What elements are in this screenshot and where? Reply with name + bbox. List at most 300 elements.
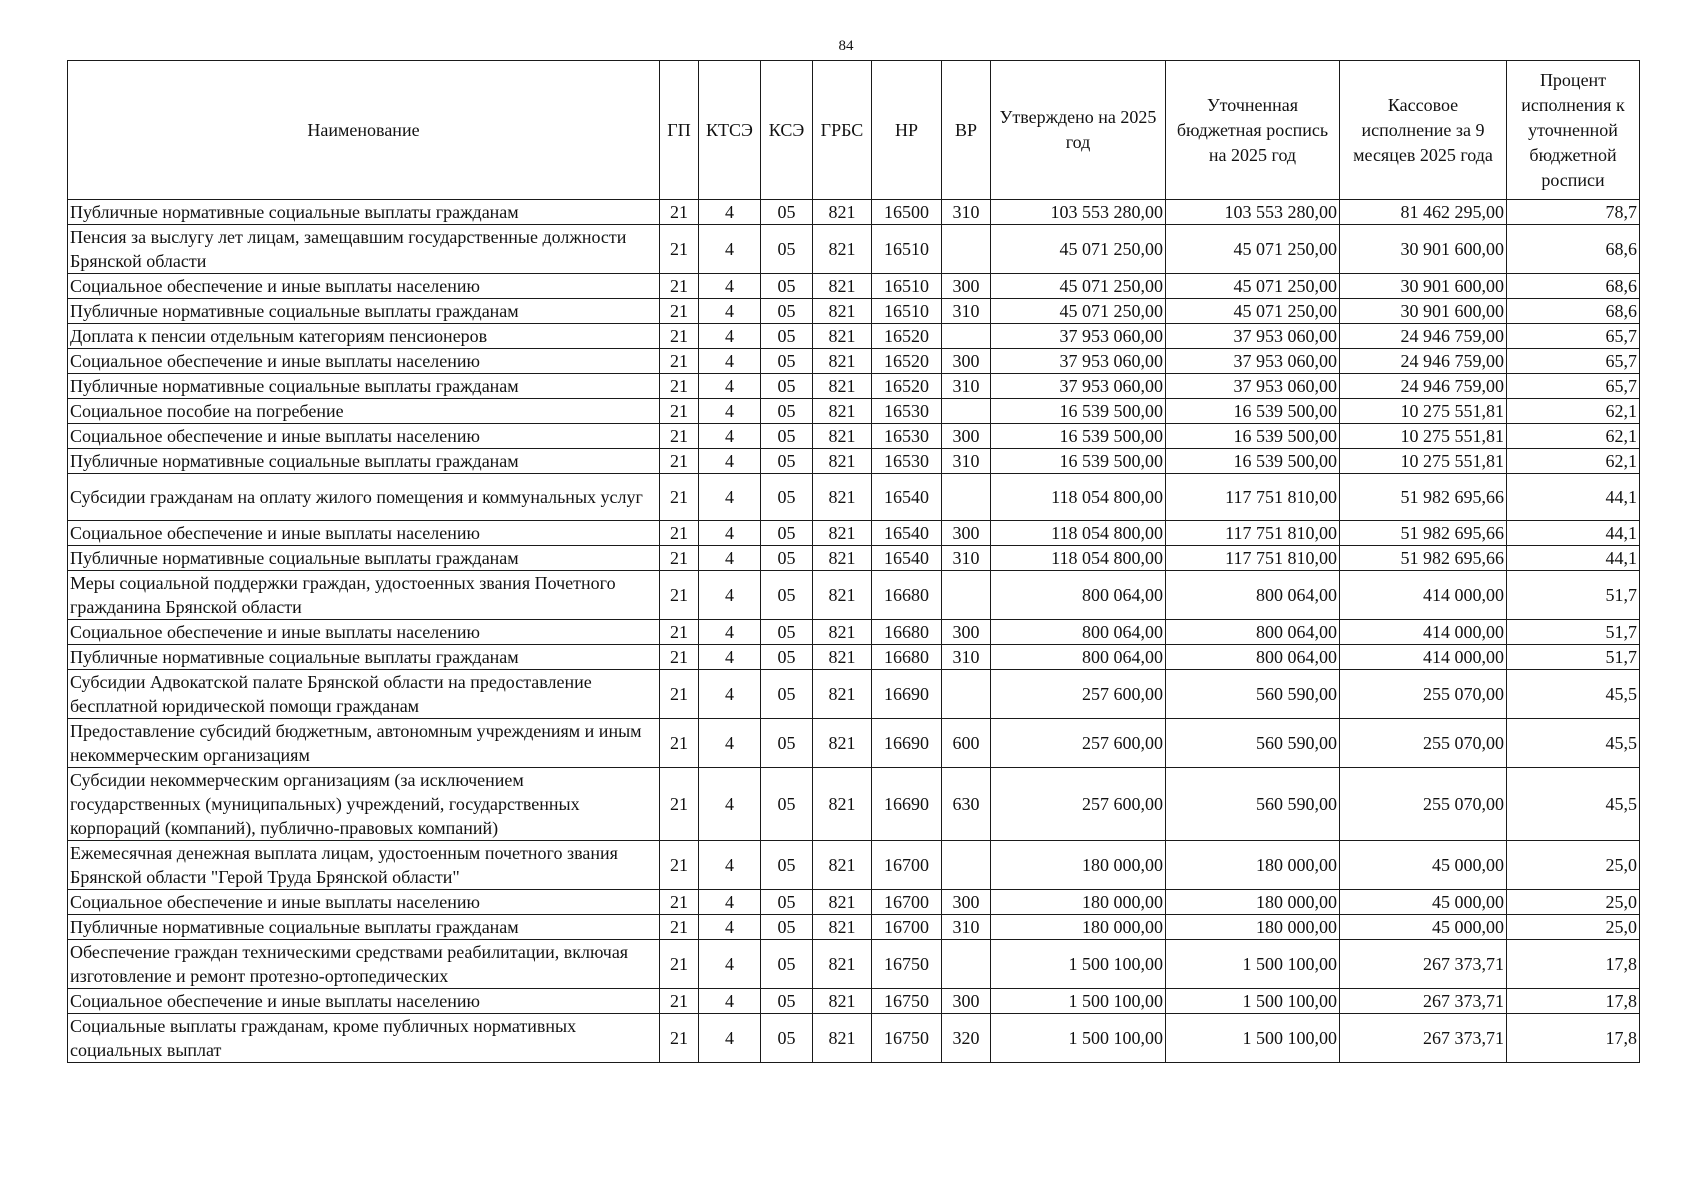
column-header: ВР	[942, 61, 991, 200]
cell-ktse: 4	[699, 349, 761, 374]
cell-name: Субсидии Адвокатской палате Брянской области на предоставление бесплатной юридической помощи гражданам	[68, 670, 660, 719]
table-row	[68, 940, 1640, 989]
cell-gp: 21	[660, 299, 699, 324]
cell-name: Ежемесячная денежная выплата лицам, удостоенным почетного звания Брянской области "Герой Труда Брянской области"	[68, 841, 660, 890]
cell-execution-percent: 65,7	[1507, 349, 1640, 374]
cell-refined-budget-2025: 45 071 250,00	[1166, 299, 1340, 324]
table-row	[68, 841, 1640, 890]
budget-execution-table	[67, 60, 1640, 1063]
cell-grbs: 821	[813, 571, 872, 620]
cell-ktse: 4	[699, 546, 761, 571]
cell-kse: 05	[761, 424, 813, 449]
table-row	[68, 399, 1640, 424]
cell-kse: 05	[761, 546, 813, 571]
cell-executed-9-months: 255 070,00	[1340, 670, 1507, 719]
table-row	[68, 571, 1640, 620]
cell-ktse: 4	[699, 940, 761, 989]
cell-kse: 05	[761, 349, 813, 374]
cell-vr: 300	[942, 521, 991, 546]
cell-grbs: 821	[813, 940, 872, 989]
cell-approved-2025: 800 064,00	[991, 620, 1166, 645]
cell-vr: 310	[942, 374, 991, 399]
cell-refined-budget-2025: 180 000,00	[1166, 915, 1340, 940]
cell-execution-percent: 68,6	[1507, 225, 1640, 274]
cell-executed-9-months: 30 901 600,00	[1340, 225, 1507, 274]
cell-kse: 05	[761, 620, 813, 645]
cell-approved-2025: 180 000,00	[991, 915, 1166, 940]
cell-nr: 16530	[872, 449, 942, 474]
cell-refined-budget-2025: 1 500 100,00	[1166, 940, 1340, 989]
cell-nr: 16680	[872, 620, 942, 645]
cell-approved-2025: 16 539 500,00	[991, 449, 1166, 474]
cell-nr: 16750	[872, 940, 942, 989]
cell-vr: 300	[942, 424, 991, 449]
cell-refined-budget-2025: 1 500 100,00	[1166, 1014, 1340, 1063]
cell-name: Социальное обеспечение и иные выплаты населению	[68, 349, 660, 374]
cell-nr: 16540	[872, 521, 942, 546]
cell-executed-9-months: 24 946 759,00	[1340, 349, 1507, 374]
cell-grbs: 821	[813, 349, 872, 374]
cell-executed-9-months: 255 070,00	[1340, 768, 1507, 841]
column-header: КТСЭ	[699, 61, 761, 200]
cell-grbs: 821	[813, 299, 872, 324]
cell-kse: 05	[761, 670, 813, 719]
cell-gp: 21	[660, 1014, 699, 1063]
cell-vr: 300	[942, 989, 991, 1014]
cell-refined-budget-2025: 560 590,00	[1166, 670, 1340, 719]
cell-executed-9-months: 414 000,00	[1340, 571, 1507, 620]
cell-kse: 05	[761, 274, 813, 299]
table-row	[68, 374, 1640, 399]
cell-nr: 16530	[872, 399, 942, 424]
cell-kse: 05	[761, 841, 813, 890]
cell-vr: 310	[942, 449, 991, 474]
cell-kse: 05	[761, 521, 813, 546]
cell-refined-budget-2025: 16 539 500,00	[1166, 399, 1340, 424]
cell-executed-9-months: 45 000,00	[1340, 915, 1507, 940]
cell-gp: 21	[660, 474, 699, 521]
cell-kse: 05	[761, 940, 813, 989]
cell-executed-9-months: 45 000,00	[1340, 890, 1507, 915]
cell-nr: 16520	[872, 374, 942, 399]
cell-name: Публичные нормативные социальные выплаты гражданам	[68, 299, 660, 324]
cell-execution-percent: 44,1	[1507, 546, 1640, 571]
cell-grbs: 821	[813, 645, 872, 670]
cell-name: Доплата к пенсии отдельным категориям пенсионеров	[68, 324, 660, 349]
cell-name: Субсидии некоммерческим организациям (за исключением государственных (муниципальных) учреждений, государственных корпораций (компаний), публично-правовых компаний)	[68, 768, 660, 841]
cell-vr	[942, 571, 991, 620]
cell-gp: 21	[660, 546, 699, 571]
table-row	[68, 225, 1640, 274]
cell-kse: 05	[761, 989, 813, 1014]
cell-approved-2025: 37 953 060,00	[991, 324, 1166, 349]
cell-executed-9-months: 81 462 295,00	[1340, 200, 1507, 225]
table-row	[68, 274, 1640, 299]
cell-execution-percent: 45,5	[1507, 670, 1640, 719]
cell-approved-2025: 180 000,00	[991, 841, 1166, 890]
table-row	[68, 768, 1640, 841]
column-header: Кассовое исполнение за 9 месяцев 2025 года	[1340, 61, 1507, 200]
table-row	[68, 620, 1640, 645]
cell-approved-2025: 1 500 100,00	[991, 940, 1166, 989]
cell-gp: 21	[660, 349, 699, 374]
cell-grbs: 821	[813, 768, 872, 841]
cell-refined-budget-2025: 117 751 810,00	[1166, 546, 1340, 571]
column-header: Утверждено на 2025 год	[991, 61, 1166, 200]
cell-execution-percent: 25,0	[1507, 890, 1640, 915]
cell-refined-budget-2025: 16 539 500,00	[1166, 449, 1340, 474]
table-body	[68, 200, 1640, 1063]
cell-ktse: 4	[699, 890, 761, 915]
cell-ktse: 4	[699, 225, 761, 274]
cell-execution-percent: 25,0	[1507, 841, 1640, 890]
cell-ktse: 4	[699, 989, 761, 1014]
cell-gp: 21	[660, 915, 699, 940]
cell-nr: 16510	[872, 299, 942, 324]
cell-execution-percent: 45,5	[1507, 768, 1640, 841]
cell-ktse: 4	[699, 324, 761, 349]
cell-executed-9-months: 51 982 695,66	[1340, 521, 1507, 546]
cell-execution-percent: 51,7	[1507, 571, 1640, 620]
cell-gp: 21	[660, 620, 699, 645]
cell-gp: 21	[660, 374, 699, 399]
cell-grbs: 821	[813, 841, 872, 890]
cell-approved-2025: 1 500 100,00	[991, 1014, 1166, 1063]
table-row	[68, 449, 1640, 474]
cell-name: Пенсия за выслугу лет лицам, замещавшим государственные должности Брянской области	[68, 225, 660, 274]
cell-grbs: 821	[813, 274, 872, 299]
cell-grbs: 821	[813, 449, 872, 474]
cell-refined-budget-2025: 180 000,00	[1166, 841, 1340, 890]
cell-refined-budget-2025: 800 064,00	[1166, 571, 1340, 620]
cell-refined-budget-2025: 45 071 250,00	[1166, 225, 1340, 274]
cell-vr: 600	[942, 719, 991, 768]
cell-ktse: 4	[699, 424, 761, 449]
cell-grbs: 821	[813, 374, 872, 399]
cell-approved-2025: 180 000,00	[991, 890, 1166, 915]
cell-name: Социальные выплаты гражданам, кроме публичных нормативных социальных выплат	[68, 1014, 660, 1063]
cell-execution-percent: 68,6	[1507, 274, 1640, 299]
cell-ktse: 4	[699, 299, 761, 324]
cell-kse: 05	[761, 915, 813, 940]
cell-kse: 05	[761, 571, 813, 620]
cell-vr	[942, 324, 991, 349]
cell-nr: 16680	[872, 571, 942, 620]
cell-nr: 16700	[872, 841, 942, 890]
cell-execution-percent: 44,1	[1507, 474, 1640, 521]
cell-refined-budget-2025: 1 500 100,00	[1166, 989, 1340, 1014]
cell-name: Публичные нормативные социальные выплаты гражданам	[68, 915, 660, 940]
cell-executed-9-months: 51 982 695,66	[1340, 474, 1507, 521]
cell-gp: 21	[660, 521, 699, 546]
cell-execution-percent: 17,8	[1507, 1014, 1640, 1063]
cell-nr: 16530	[872, 424, 942, 449]
cell-nr: 16690	[872, 670, 942, 719]
cell-gp: 21	[660, 424, 699, 449]
cell-grbs: 821	[813, 1014, 872, 1063]
cell-executed-9-months: 10 275 551,81	[1340, 449, 1507, 474]
cell-execution-percent: 68,6	[1507, 299, 1640, 324]
cell-gp: 21	[660, 274, 699, 299]
cell-name: Публичные нормативные социальные выплаты гражданам	[68, 546, 660, 571]
cell-kse: 05	[761, 449, 813, 474]
cell-execution-percent: 45,5	[1507, 719, 1640, 768]
cell-vr: 310	[942, 915, 991, 940]
column-header: Процент исполнения к уточненной бюджетной росписи	[1507, 61, 1640, 200]
cell-nr: 16520	[872, 324, 942, 349]
cell-execution-percent: 78,7	[1507, 200, 1640, 225]
cell-execution-percent: 51,7	[1507, 645, 1640, 670]
cell-kse: 05	[761, 719, 813, 768]
table-row	[68, 299, 1640, 324]
cell-kse: 05	[761, 399, 813, 424]
cell-vr	[942, 940, 991, 989]
cell-name: Обеспечение граждан техническими средствами реабилитации, включая изготовление и ремонт протезно-ортопедических	[68, 940, 660, 989]
cell-nr: 16690	[872, 768, 942, 841]
cell-execution-percent: 65,7	[1507, 324, 1640, 349]
cell-ktse: 4	[699, 474, 761, 521]
cell-approved-2025: 16 539 500,00	[991, 424, 1166, 449]
cell-refined-budget-2025: 800 064,00	[1166, 645, 1340, 670]
table-row	[68, 474, 1640, 521]
cell-execution-percent: 51,7	[1507, 620, 1640, 645]
cell-name: Социальное обеспечение и иные выплаты населению	[68, 521, 660, 546]
table-row	[68, 719, 1640, 768]
cell-grbs: 821	[813, 424, 872, 449]
cell-gp: 21	[660, 670, 699, 719]
cell-execution-percent: 25,0	[1507, 915, 1640, 940]
cell-executed-9-months: 267 373,71	[1340, 940, 1507, 989]
cell-refined-budget-2025: 117 751 810,00	[1166, 521, 1340, 546]
cell-executed-9-months: 267 373,71	[1340, 989, 1507, 1014]
cell-ktse: 4	[699, 841, 761, 890]
cell-refined-budget-2025: 800 064,00	[1166, 620, 1340, 645]
cell-refined-budget-2025: 37 953 060,00	[1166, 349, 1340, 374]
cell-gp: 21	[660, 571, 699, 620]
cell-grbs: 821	[813, 719, 872, 768]
cell-name: Публичные нормативные социальные выплаты гражданам	[68, 645, 660, 670]
cell-nr: 16700	[872, 890, 942, 915]
cell-vr: 310	[942, 645, 991, 670]
cell-vr	[942, 670, 991, 719]
cell-ktse: 4	[699, 719, 761, 768]
cell-grbs: 821	[813, 225, 872, 274]
cell-execution-percent: 62,1	[1507, 399, 1640, 424]
cell-ktse: 4	[699, 915, 761, 940]
cell-refined-budget-2025: 37 953 060,00	[1166, 374, 1340, 399]
cell-nr: 16500	[872, 200, 942, 225]
cell-execution-percent: 44,1	[1507, 521, 1640, 546]
cell-gp: 21	[660, 645, 699, 670]
cell-executed-9-months: 255 070,00	[1340, 719, 1507, 768]
cell-nr: 16700	[872, 915, 942, 940]
cell-kse: 05	[761, 299, 813, 324]
cell-executed-9-months: 45 000,00	[1340, 841, 1507, 890]
cell-kse: 05	[761, 225, 813, 274]
cell-vr: 300	[942, 890, 991, 915]
cell-vr	[942, 474, 991, 521]
cell-approved-2025: 45 071 250,00	[991, 299, 1166, 324]
cell-ktse: 4	[699, 374, 761, 399]
cell-kse: 05	[761, 1014, 813, 1063]
cell-executed-9-months: 51 982 695,66	[1340, 546, 1507, 571]
cell-name: Субсидии гражданам на оплату жилого помещения и коммунальных услуг	[68, 474, 660, 521]
column-header: Наименование	[68, 61, 660, 200]
cell-approved-2025: 45 071 250,00	[991, 274, 1166, 299]
cell-approved-2025: 1 500 100,00	[991, 989, 1166, 1014]
cell-name: Социальное обеспечение и иные выплаты населению	[68, 620, 660, 645]
cell-gp: 21	[660, 399, 699, 424]
cell-execution-percent: 17,8	[1507, 989, 1640, 1014]
column-header: ГП	[660, 61, 699, 200]
cell-executed-9-months: 267 373,71	[1340, 1014, 1507, 1063]
cell-nr: 16690	[872, 719, 942, 768]
table-row	[68, 324, 1640, 349]
cell-vr: 310	[942, 299, 991, 324]
cell-name: Социальное пособие на погребение	[68, 399, 660, 424]
cell-nr: 16750	[872, 989, 942, 1014]
cell-ktse: 4	[699, 449, 761, 474]
table-row	[68, 200, 1640, 225]
cell-kse: 05	[761, 890, 813, 915]
cell-approved-2025: 800 064,00	[991, 645, 1166, 670]
cell-executed-9-months: 30 901 600,00	[1340, 274, 1507, 299]
cell-name: Публичные нормативные социальные выплаты гражданам	[68, 374, 660, 399]
cell-nr: 16510	[872, 274, 942, 299]
table-row	[68, 349, 1640, 374]
cell-gp: 21	[660, 890, 699, 915]
cell-vr: 300	[942, 620, 991, 645]
cell-nr: 16540	[872, 474, 942, 521]
cell-approved-2025: 257 600,00	[991, 670, 1166, 719]
cell-gp: 21	[660, 324, 699, 349]
table-row	[68, 546, 1640, 571]
cell-execution-percent: 62,1	[1507, 449, 1640, 474]
cell-executed-9-months: 10 275 551,81	[1340, 424, 1507, 449]
cell-executed-9-months: 10 275 551,81	[1340, 399, 1507, 424]
cell-nr: 16510	[872, 225, 942, 274]
cell-ktse: 4	[699, 399, 761, 424]
cell-approved-2025: 37 953 060,00	[991, 349, 1166, 374]
cell-refined-budget-2025: 103 553 280,00	[1166, 200, 1340, 225]
page-number: 84	[838, 38, 854, 54]
cell-grbs: 821	[813, 324, 872, 349]
cell-name: Публичные нормативные социальные выплаты гражданам	[68, 200, 660, 225]
cell-gp: 21	[660, 719, 699, 768]
table-row	[68, 1014, 1640, 1063]
cell-nr: 16520	[872, 349, 942, 374]
cell-refined-budget-2025: 560 590,00	[1166, 768, 1340, 841]
cell-approved-2025: 118 054 800,00	[991, 474, 1166, 521]
cell-gp: 21	[660, 768, 699, 841]
cell-grbs: 821	[813, 200, 872, 225]
cell-ktse: 4	[699, 200, 761, 225]
cell-vr: 310	[942, 546, 991, 571]
cell-refined-budget-2025: 117 751 810,00	[1166, 474, 1340, 521]
cell-kse: 05	[761, 374, 813, 399]
cell-ktse: 4	[699, 1014, 761, 1063]
cell-kse: 05	[761, 200, 813, 225]
cell-grbs: 821	[813, 620, 872, 645]
cell-executed-9-months: 24 946 759,00	[1340, 324, 1507, 349]
cell-refined-budget-2025: 45 071 250,00	[1166, 274, 1340, 299]
cell-approved-2025: 800 064,00	[991, 571, 1166, 620]
cell-name: Социальное обеспечение и иные выплаты населению	[68, 274, 660, 299]
cell-grbs: 821	[813, 890, 872, 915]
cell-grbs: 821	[813, 399, 872, 424]
column-header: Уточненная бюджетная роспись на 2025 год	[1166, 61, 1340, 200]
cell-vr	[942, 225, 991, 274]
cell-gp: 21	[660, 449, 699, 474]
cell-execution-percent: 65,7	[1507, 374, 1640, 399]
column-header: ГРБС	[813, 61, 872, 200]
column-header: КСЭ	[761, 61, 813, 200]
cell-grbs: 821	[813, 521, 872, 546]
cell-executed-9-months: 414 000,00	[1340, 620, 1507, 645]
cell-approved-2025: 16 539 500,00	[991, 399, 1166, 424]
cell-vr: 630	[942, 768, 991, 841]
cell-name: Социальное обеспечение и иные выплаты населению	[68, 424, 660, 449]
cell-gp: 21	[660, 200, 699, 225]
table-header-row	[68, 61, 1640, 200]
cell-refined-budget-2025: 37 953 060,00	[1166, 324, 1340, 349]
table-row	[68, 521, 1640, 546]
cell-kse: 05	[761, 474, 813, 521]
cell-grbs: 821	[813, 670, 872, 719]
cell-vr: 300	[942, 349, 991, 374]
cell-approved-2025: 118 054 800,00	[991, 546, 1166, 571]
cell-name: Социальное обеспечение и иные выплаты населению	[68, 890, 660, 915]
cell-vr	[942, 399, 991, 424]
cell-name: Меры социальной поддержки граждан, удостоенных звания Почетного гражданина Брянской области	[68, 571, 660, 620]
cell-vr	[942, 841, 991, 890]
table-row	[68, 890, 1640, 915]
cell-ktse: 4	[699, 645, 761, 670]
cell-ktse: 4	[699, 670, 761, 719]
cell-nr: 16750	[872, 1014, 942, 1063]
cell-vr: 320	[942, 1014, 991, 1063]
cell-refined-budget-2025: 16 539 500,00	[1166, 424, 1340, 449]
cell-gp: 21	[660, 989, 699, 1014]
cell-grbs: 821	[813, 546, 872, 571]
cell-ktse: 4	[699, 274, 761, 299]
cell-grbs: 821	[813, 915, 872, 940]
cell-name: Публичные нормативные социальные выплаты гражданам	[68, 449, 660, 474]
cell-ktse: 4	[699, 521, 761, 546]
cell-approved-2025: 45 071 250,00	[991, 225, 1166, 274]
cell-execution-percent: 17,8	[1507, 940, 1640, 989]
cell-ktse: 4	[699, 768, 761, 841]
cell-approved-2025: 118 054 800,00	[991, 521, 1166, 546]
cell-executed-9-months: 24 946 759,00	[1340, 374, 1507, 399]
cell-kse: 05	[761, 324, 813, 349]
cell-kse: 05	[761, 645, 813, 670]
cell-approved-2025: 257 600,00	[991, 768, 1166, 841]
cell-refined-budget-2025: 180 000,00	[1166, 890, 1340, 915]
cell-gp: 21	[660, 225, 699, 274]
table-row	[68, 670, 1640, 719]
cell-vr: 300	[942, 274, 991, 299]
cell-ktse: 4	[699, 571, 761, 620]
cell-execution-percent: 62,1	[1507, 424, 1640, 449]
cell-executed-9-months: 414 000,00	[1340, 645, 1507, 670]
table-row	[68, 989, 1640, 1014]
table-row	[68, 424, 1640, 449]
cell-gp: 21	[660, 841, 699, 890]
cell-vr: 310	[942, 200, 991, 225]
table-row	[68, 645, 1640, 670]
cell-approved-2025: 103 553 280,00	[991, 200, 1166, 225]
